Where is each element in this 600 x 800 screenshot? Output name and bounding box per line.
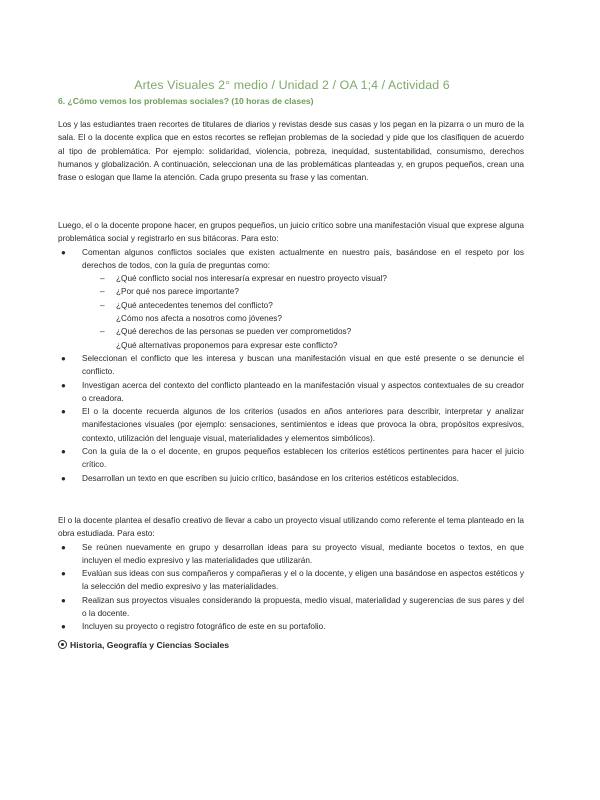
section-title: 6. ¿Cómo vemos los problemas sociales? (10 horas de clases) (58, 96, 314, 106)
question-item: – ¿Qué antecedentes tenemos del conflicto? (82, 299, 524, 312)
list-item: ● Evalúan sus ideas con sus compañeros y compañeras y el o la docente, y eligen una basándose en aspectos estéticos y la selección del medio expresivo y las materialidades. (61, 569, 524, 592)
bullet-icon: ● (61, 353, 66, 363)
paragraph-lead: El o la docente plantea el desafío creativo de llevar a cabo un proyecto visual utilizando como referente el tema planteado en la obra estudiada. Para esto: (58, 516, 524, 539)
list-item: ● Se reúnen nuevamente en grupo y desarrollan ideas para su proyecto visual, mediante bocetos o textos, en que incluyen el medio expresivo y las materialidades que utilizarán. (61, 542, 524, 565)
bullet-icon: ● (61, 542, 66, 552)
question-item: – ¿Por qué nos parece importante? (82, 285, 524, 298)
paragraph-intro: Los y las estudiantes traen recortes de titulares de diarios y revistas desde sus casas y los pegan en la pizarra o un muro de la sala. El o la docente explica que en estos recortes se reflejan problemas de la sociedad y pide que los clasifiquen de acuerdo al tipo de problemática. Por ejemplo: solidaridad, violencia, pobreza, inequidad, sustentabilidad, consumismo, derechos humanos y globalización. A continuación, seleccionan una de las problemáticas planteadas y, en grupos pequeños, crean una frase o eslogan que llame la atención. Cada grupo presenta su frase y las comentan. (58, 120, 524, 183)
activity-header: Artes Visuales 2° medio / Unidad 2 / OA 1;4 / Actividad 6 (134, 78, 450, 92)
list-item: ● Seleccionan el conflicto que les interesa y buscan una manifestación visual en que esté presente o se denuncie el conflicto. (61, 353, 524, 377)
bullet-icon: ● (61, 622, 66, 632)
document-page (58, 0, 526, 800)
dash-icon: – (100, 274, 105, 284)
paragraph-critical-judgment (58, 219, 524, 485)
footer-label: Historia, Geografía y Ciencias Sociales (70, 640, 230, 650)
list-item: ● Realizan sus proyectos visuales considerando la propuesta, medio visual, materialidad y sugerencias de sus pares y del o la docente. (61, 595, 524, 619)
question-item: – ¿Qué conflicto social nos interesaría expresar en nuestro proyecto visual? (82, 272, 524, 285)
bullet-icon: ● (61, 595, 66, 605)
questions-list (82, 272, 524, 352)
list-item: ● Investigan acerca del contexto del conflicto planteado en la manifestación visual y aspectos contextuales de su creador o creadora. (61, 380, 524, 403)
bullet-icon: ● (61, 407, 66, 417)
bullet-icon: ● (61, 380, 66, 390)
dash-icon: – (100, 327, 105, 337)
question-item: – ¿Qué derechos de las personas se pueden ver comprometidos? (82, 325, 524, 338)
list-item: ● Incluyen su proyecto o registro fotográfico de este en su portafolio. (58, 620, 524, 633)
dash-icon: – (100, 287, 105, 297)
paragraph-creative-project (58, 514, 524, 634)
bullet-icon: ● (61, 447, 66, 457)
list-item: ● El o la docente recuerda algunos de los criterios (usados en años anteriores para describir, interpretar y analizar manifestaciones visuales (por ejemplo: sensaciones, sentimientos e ideas que provoca la obra, propósitos expresivos, contexto, utilización del lenguaje visual, materialidades y elementos simbólicos). (61, 407, 524, 443)
paragraph-lead: Luego, el o la docente propone hacer, en grupos pequeños, un juicio crítico sobre una manifestación visual que exprese alguna problemática social y registrarlo en sus bitácoras. Para esto: (58, 221, 524, 244)
bullet-icon: ● (61, 247, 66, 257)
bullet-icon: ● (61, 569, 66, 579)
question-continuation: ¿Cómo nos afecta a nosotros como jóvenes? (116, 314, 283, 324)
project-steps-list (58, 541, 524, 634)
dash-icon: – (100, 300, 105, 310)
list-item: ● Comentan algunos conflictos sociales que existen actualmente en nuestro país, basándose en el respeto por los derechos de todos, con la guía de preguntas como: – ¿Qué conflicto social nos interesaría expresar en nuestro proyecto visual? – ¿Por qué nos parece importante? – ¿Qué antecedentes tenemos del conflicto? ¿Cómo nos afecta a nosotros como jóvenes? – ¿Qué derechos de las personas se pueden ver comprometidos? ¿Qué alternativas proponemos para expresar este conflicto? (58, 246, 524, 352)
footer-cross-reference (58, 640, 229, 650)
question-continuation: ¿Qué alternativas proponemos para expresar este conflicto? (116, 340, 338, 350)
list-item: ● Desarrollan un texto en que escriben su juicio crítico, basándose en los criterios estéticos establecidos. (58, 472, 524, 485)
bullet-icon: ● (61, 473, 66, 483)
target-icon (58, 640, 67, 649)
list-item: ● Con la guía de la o el docente, en grupos pequeños establecen los criterios estéticos pertinentes para hacer el juicio crítico. (61, 447, 524, 470)
steps-list (58, 246, 524, 485)
